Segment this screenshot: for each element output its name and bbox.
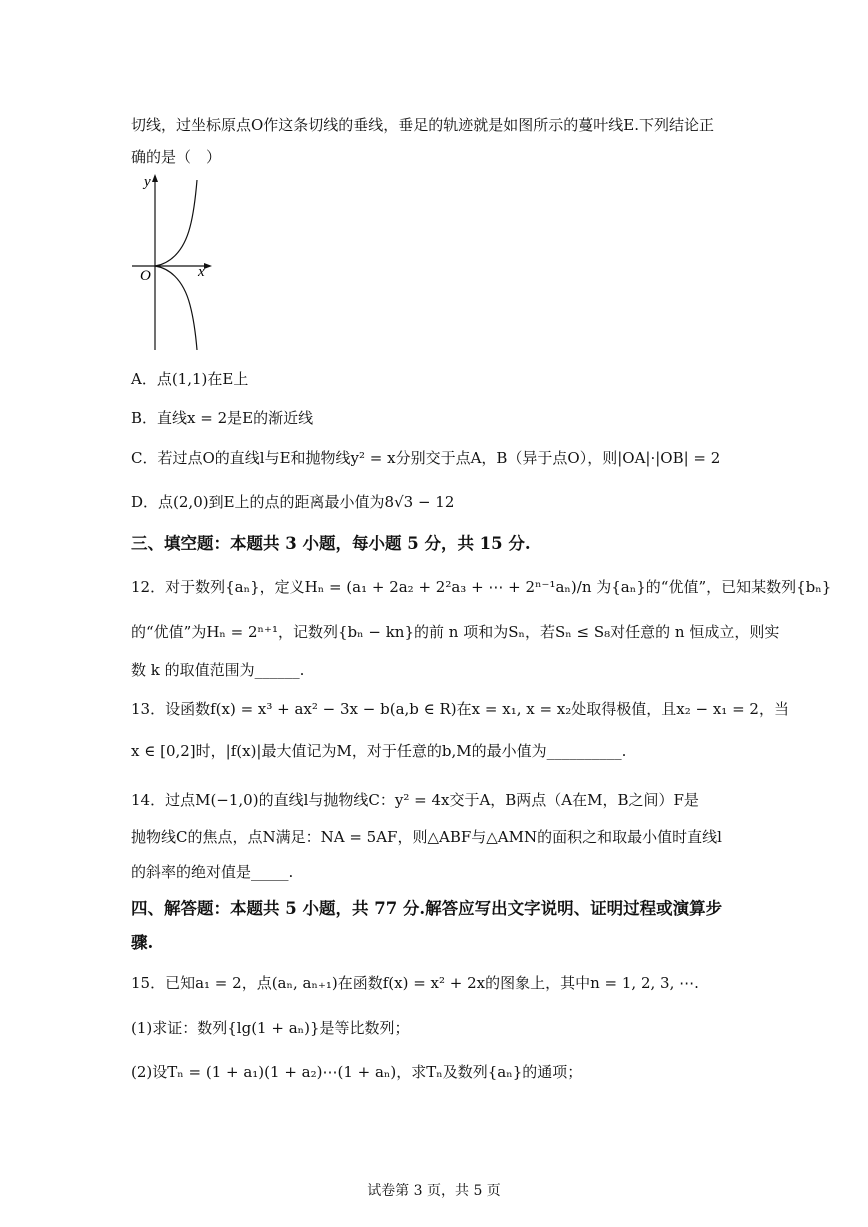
- q14-line3: 的斜率的绝对值是_____.: [131, 863, 294, 881]
- q11-option-c: C．若过点O的直线l与E和抛物线y² = x分别交于点A，B（异于点O），则|OA|·|OB| = 2: [131, 449, 721, 467]
- origin-label: O: [140, 268, 151, 284]
- page-footer: 试卷第 3 页，共 5 页: [367, 1183, 501, 1199]
- section3-heading: 三、填空题：本题共 3 小题，每小题 5 分，共 15 分.: [131, 534, 531, 553]
- x-axis-arrow: [204, 263, 212, 269]
- q11-option-a: A．点(1,1)在E上: [131, 370, 249, 388]
- section4-heading-line1: 四、解答题：本题共 5 小题，共 77 分.解答应写出文字说明、证明过程或演算步: [131, 899, 723, 918]
- q15-part2: (2)设Tₙ = (1 + a₁)(1 + a₂)⋯(1 + aₙ)，求Tₙ及数列{aₙ}的通项；: [131, 1063, 583, 1081]
- q11-stem-line2: 确的是（ ）: [131, 148, 222, 166]
- q14-line2: 抛物线C的焦点，点N满足：NA = 5AF，则△ABF与△AMN的面积之和取最小值时直线l: [131, 828, 722, 846]
- q11-stem-line1: 切线，过坐标原点O作这条切线的垂线，垂足的轨迹就是如图所示的蔓叶线E.下列结论正: [131, 116, 715, 134]
- upper-branch: [155, 180, 197, 266]
- q11-option-b: B．直线x = 2是E的渐近线: [131, 409, 314, 427]
- lower-branch: [155, 266, 197, 350]
- cissoid-graph: [128, 172, 218, 352]
- q14-line1: 14．过点M(−1,0)的直线l与抛物线C：y² = 4x交于A，B两点（A在M，B之间）F是: [131, 791, 699, 809]
- q12-line1: 12．对于数列{aₙ}，定义Hₙ = (a₁ + 2a₂ + 2²a₃ + ⋯ + 2ⁿ⁻¹aₙ)/n 为{aₙ}的“优值”，已知某数列{bₙ}: [131, 578, 832, 596]
- q15-part1: (1)求证：数列{lg(1 + aₙ)}是等比数列；: [131, 1019, 410, 1037]
- q11-option-d: D．点(2,0)到E上的点的距离最小值为8√3 − 12: [131, 493, 455, 511]
- y-axis-arrow: [152, 174, 158, 182]
- q13-line1: 13．设函数f(x) = x³ + ax² − 3x − b(a,b ∈ R)在x = x₁, x = x₂处取得极值，且x₂ − x₁ = 2，当: [131, 700, 789, 718]
- q13-line2: x ∈ [0,2]时，|f(x)|最大值记为M，对于任意的b,M的最小值为__________.: [131, 742, 627, 760]
- x-axis-label: x: [198, 264, 205, 280]
- q12-line3: 数 k 的取值范围为______.: [131, 661, 305, 679]
- section4-heading-line2: 骤.: [131, 933, 154, 952]
- y-axis-label: y: [144, 174, 151, 190]
- q12-line2: 的“优值”为Hₙ = 2ⁿ⁺¹，记数列{bₙ − kn}的前 n 项和为Sₙ，若Sₙ ≤ S₈对任意的 n 恒成立，则实: [131, 623, 780, 641]
- q15-line1: 15．已知a₁ = 2，点(aₙ, aₙ₊₁)在函数f(x) = x² + 2x的图象上，其中n = 1, 2, 3, ⋯.: [131, 974, 699, 992]
